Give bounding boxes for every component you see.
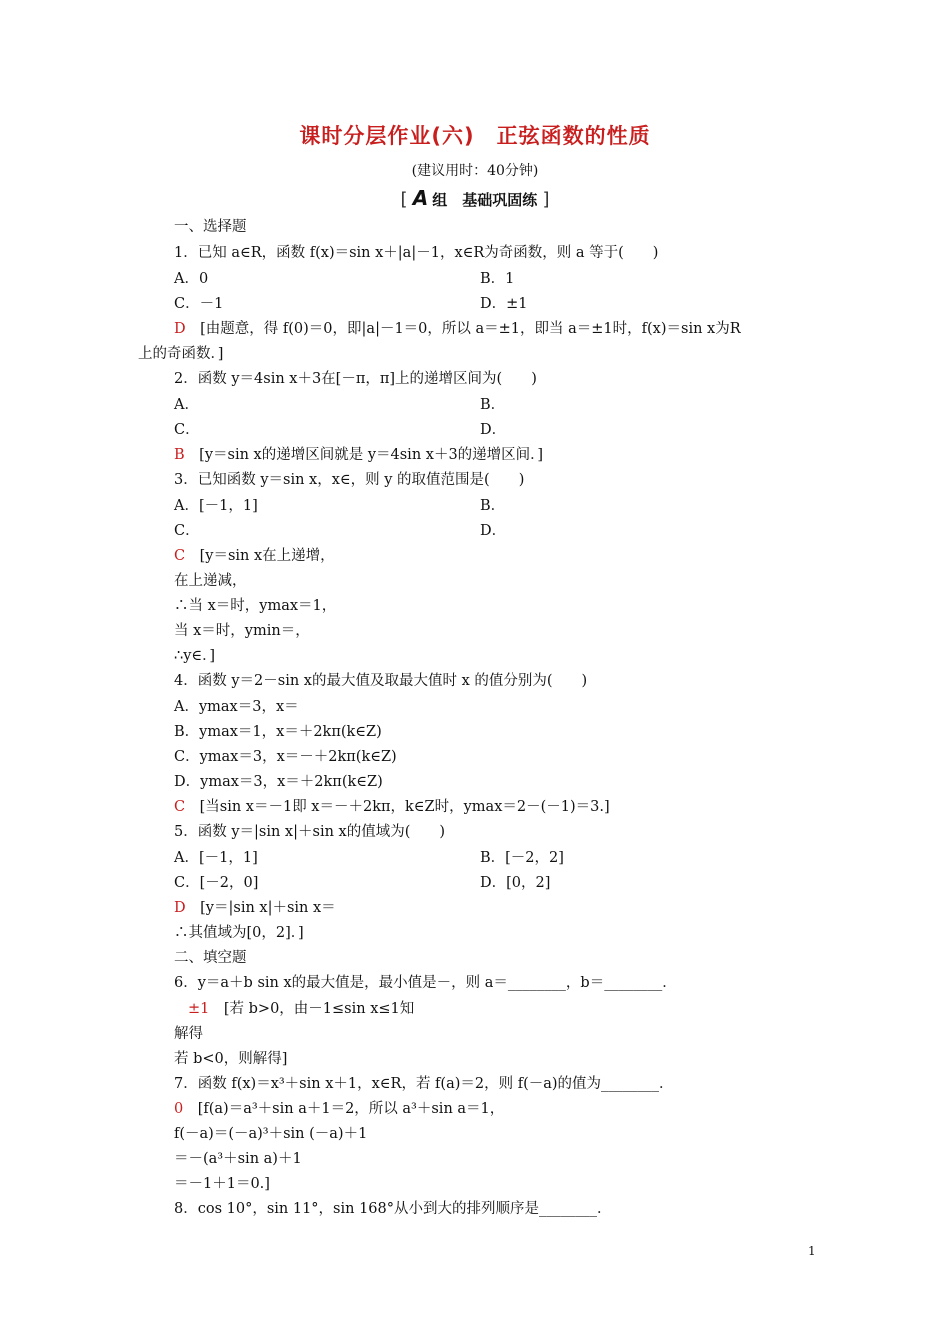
q4-stem: 4．函数 y＝2－sin x的最大值及取最大值时 x 的值分别为( ) — [174, 673, 588, 689]
q2-option-c: C． — [174, 422, 200, 438]
q4-option-d: D．ymax＝3，x＝＋2kπ(k∈Z) — [174, 774, 383, 790]
q7-answer: 0 — [174, 1101, 184, 1117]
q3-explanation — [174, 547, 335, 565]
suggested-time: (建议用时：40分钟) — [411, 163, 539, 179]
q3-exp-line5: ∴y∈．] — [174, 648, 216, 664]
q3-exp-line3: ∴当 x＝时，ymax＝1， — [174, 598, 337, 614]
q6-explanation — [188, 1000, 414, 1018]
group-a-heading — [0, 186, 950, 210]
group-label-text: 组 基础巩固练 — [432, 191, 538, 209]
q2-answer: B — [174, 447, 185, 463]
q3-answer: C — [174, 548, 186, 564]
q2-option-b: B． — [480, 397, 506, 413]
q2-exp-text: [y＝sin x的递增区间就是 y＝4sin x＋3的递增区间．] — [199, 447, 544, 463]
q7-exp-line2: f(－a)＝(－a)³＋sin (－a)＋1 — [174, 1126, 368, 1142]
q5-exp-line2: ∴其值域为[0，2]．] — [174, 925, 304, 941]
q1-answer: D — [174, 321, 186, 337]
q6-answer: ±1 — [188, 1001, 210, 1017]
q2-explanation — [174, 446, 543, 464]
q3-exp-line1: [y＝sin x在上递增， — [199, 548, 335, 564]
q4-exp-text: [当sin x＝－1即 x＝－＋2kπ，k∈Z时，ymax＝2－(－1)＝3.] — [199, 799, 610, 815]
group-bracket-open: [ — [400, 189, 408, 210]
q5-exp-line1: [y＝|sin x|＋sin x＝ — [200, 900, 336, 916]
q8-stem: 8．cos 10°，sin 11°，sin 168°从小到大的排列顺序是________． — [174, 1201, 612, 1217]
q5-answer: D — [174, 900, 186, 916]
q3-option-d: D． — [480, 523, 507, 539]
q5-explanation — [174, 899, 336, 917]
q1-option-d: D．±1 — [480, 296, 528, 312]
q6-stem: 6．y＝a＋b sin x的最大值是，最小值是－，则 a＝________，b＝________． — [174, 975, 677, 991]
q7-exp-line3: ＝－(a³＋sin a)＋1 — [174, 1151, 302, 1167]
q3-option-c: C． — [174, 523, 200, 539]
q5-option-b: B．[－2，2] — [480, 850, 564, 866]
section-heading-choice: 一、选择题 — [174, 219, 247, 235]
page-number: 1 — [808, 1244, 816, 1258]
q3-exp-line4: 当 x＝时，ymin＝， — [174, 623, 310, 639]
group-letter: A — [412, 186, 429, 210]
q3-exp-line2: 在上递减， — [174, 573, 247, 589]
q5-option-d: D．[0，2] — [480, 875, 551, 891]
section-heading-fill: 二、填空题 — [174, 950, 247, 966]
q1-option-a: A．0 — [174, 271, 209, 287]
q1-exp-line2: 上的奇函数．] — [138, 346, 224, 362]
q7-explanation — [174, 1100, 504, 1118]
q1-exp-line1: [由题意，得 f(0)＝0，即|a|－1＝0，所以 a＝±1，即当 a＝±1时，f(x)＝sin x为R — [200, 321, 741, 337]
q3-option-a: A．[－1，1] — [174, 498, 258, 514]
group-bracket-close: ] — [542, 189, 550, 210]
q6-exp-line3: 若 b<0，则解得] — [174, 1051, 288, 1067]
q6-exp-line2: 解得 — [174, 1026, 203, 1042]
q1-option-c: C．－1 — [174, 296, 224, 312]
q4-answer: C — [174, 799, 186, 815]
q4-option-a: A．ymax＝3，x＝ — [174, 699, 299, 715]
q3-option-b: B． — [480, 498, 506, 514]
q4-option-c: C．ymax＝3，x＝－＋2kπ(k∈Z) — [174, 749, 397, 765]
q2-option-d: D． — [480, 422, 507, 438]
q7-exp-line4: ＝－1＋1＝0.] — [174, 1176, 270, 1192]
q4-option-b: B．ymax＝1，x＝＋2kπ(k∈Z) — [174, 724, 382, 740]
q7-exp-line1: [f(a)＝a³＋sin a＋1＝2，所以 a³＋sin a＝1， — [197, 1101, 505, 1117]
q6-exp-line1: [若 b>0，由－1≤sin x≤1知 — [223, 1001, 415, 1017]
q3-stem: 3．已知函数 y＝sin x，x∈，则 y 的取值范围是( ) — [174, 472, 525, 488]
q4-explanation — [174, 798, 610, 816]
q7-stem: 7．函数 f(x)＝x³＋sin x＋1，x∈R，若 f(a)＝2，则 f(－a)的值为________． — [174, 1076, 674, 1092]
q5-stem: 5．函数 y＝|sin x|＋sin x的值域为( ) — [174, 824, 446, 840]
q2-option-a: A． — [174, 397, 199, 413]
q1-option-b: B．1 — [480, 271, 515, 287]
q2-stem: 2．函数 y＝4sin x＋3在[－π，π]上的递增区间为( ) — [174, 371, 537, 387]
q5-option-a: A．[－1，1] — [174, 850, 258, 866]
q5-option-c: C．[－2，0] — [174, 875, 259, 891]
q1-stem: 1．已知 a∈R，函数 f(x)＝sin x＋|a|－1，x∈R为奇函数，则 a 等于( ) — [174, 245, 659, 261]
q1-explanation — [174, 320, 741, 338]
page-title: 课时分层作业(六) 正弦函数的性质 — [299, 124, 651, 148]
